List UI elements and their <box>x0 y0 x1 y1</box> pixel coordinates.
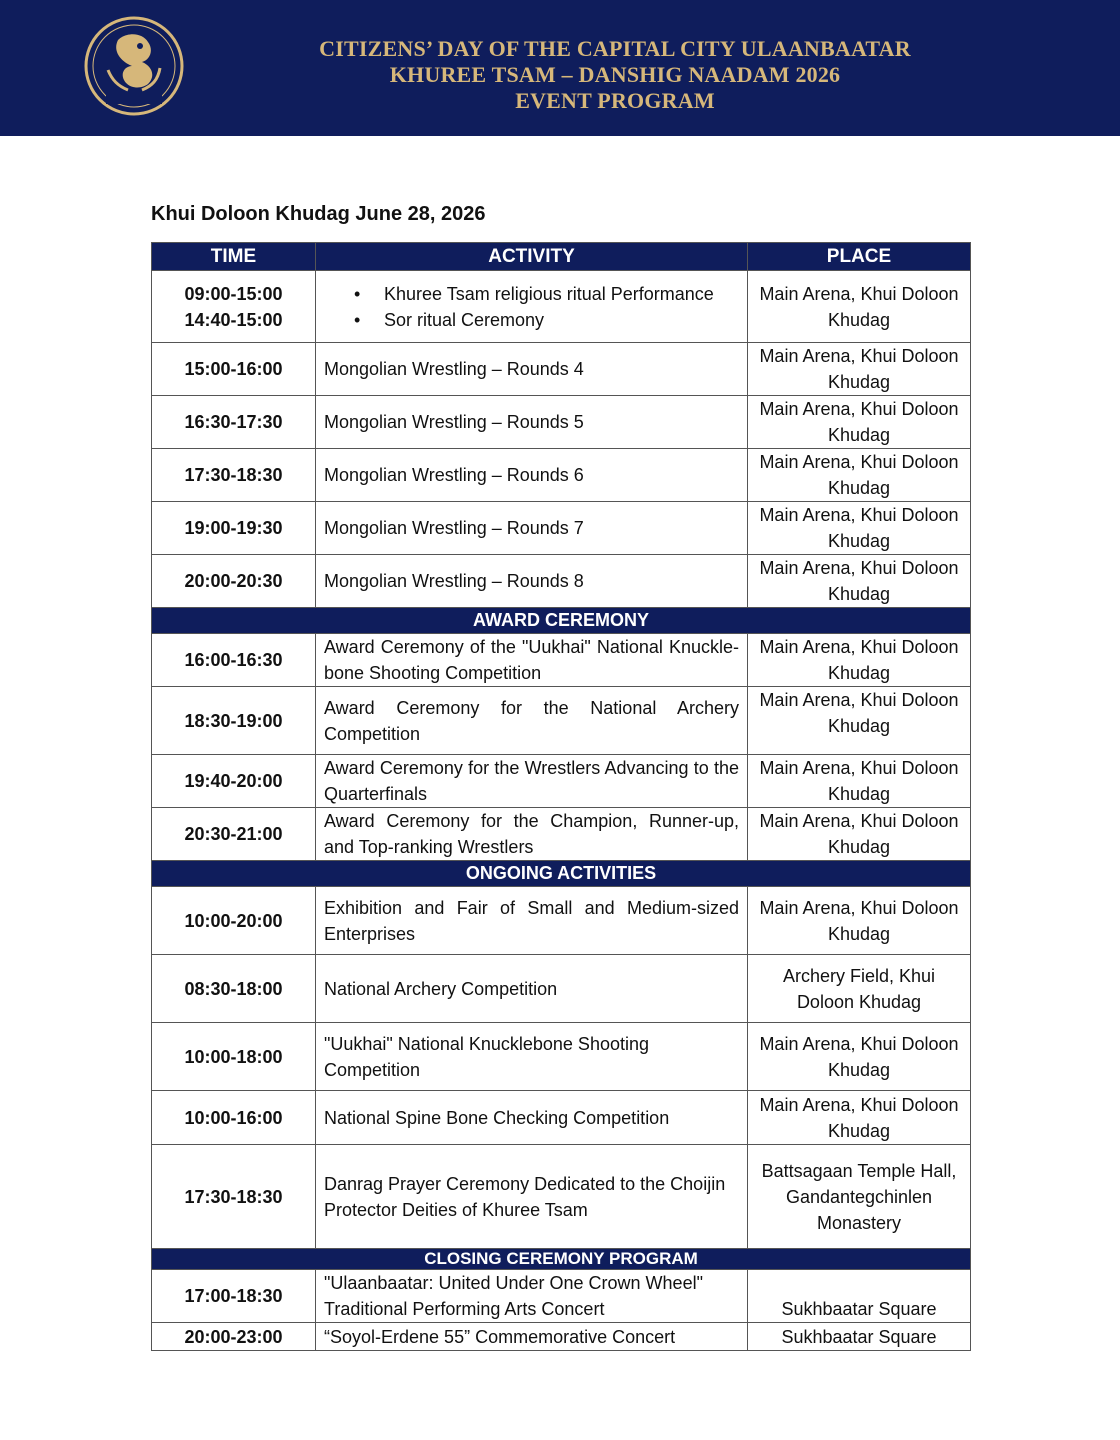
closing-ceremony-label: CLOSING CEREMONY PROGRAM <box>152 1249 971 1270</box>
banner-title-line1: CITIZENS’ DAY OF THE CAPITAL CITY ULAANBAATAR <box>319 36 911 61</box>
list-item: • Sor ritual Ceremony <box>354 307 739 333</box>
time-cell: 10:00-18:00 <box>152 1023 316 1091</box>
place-cell: Battsagaan Temple Hall, Gandantegchinlen Monastery <box>748 1145 971 1249</box>
time-cell: 19:00-19:30 <box>152 502 316 555</box>
time-cell: 15:00-16:00 <box>152 343 316 396</box>
khuree-tsam-logo <box>78 10 190 122</box>
time-cell: 20:00-20:30 <box>152 555 316 608</box>
column-header-activity: ACTIVITY <box>316 243 748 271</box>
time-cell: 16:00-16:30 <box>152 634 316 687</box>
activity-cell: National Archery Competition <box>316 955 748 1023</box>
place-cell: Main Arena, Khui Doloon Khudag <box>748 271 971 343</box>
time-cell: 16:30-17:30 <box>152 396 316 449</box>
table-row <box>152 887 971 955</box>
activity-cell: Mongolian Wrestling – Rounds 5 <box>316 396 748 449</box>
ongoing-activities-label: ONGOING ACTIVITIES <box>152 861 971 887</box>
activity-bullet-list <box>324 281 739 333</box>
award-ceremony-band <box>152 608 971 634</box>
activity-cell: Award Ceremony for the National Archery Competition <box>316 687 748 755</box>
column-header-place: PLACE <box>748 243 971 271</box>
time-cell: 08:30-18:00 <box>152 955 316 1023</box>
table-row <box>152 1091 971 1145</box>
place-cell: Main Arena, Khui Doloon Khudag <box>748 555 971 608</box>
table-row <box>152 755 971 808</box>
column-header-time: TIME <box>152 243 316 271</box>
table-row <box>152 1023 971 1091</box>
activity-cell: Mongolian Wrestling – Rounds 4 <box>316 343 748 396</box>
activity-cell: National Spine Bone Checking Competition <box>316 1091 748 1145</box>
activity-cell <box>316 271 748 343</box>
time-cell: 10:00-20:00 <box>152 887 316 955</box>
table-row <box>152 449 971 502</box>
table-row <box>152 1145 971 1249</box>
table-row <box>152 687 971 755</box>
time-cell: 19:40-20:00 <box>152 755 316 808</box>
table-header-row <box>152 243 971 271</box>
header-banner <box>0 0 1120 136</box>
activity-cell: Mongolian Wrestling – Rounds 6 <box>316 449 748 502</box>
banner-title-line3: EVENT PROGRAM <box>515 88 715 113</box>
place-cell: Main Arena, Khui Doloon Khudag <box>748 449 971 502</box>
place-cell: Main Arena, Khui Doloon Khudag <box>748 634 971 687</box>
award-ceremony-label: AWARD CEREMONY <box>152 608 971 634</box>
closing-ceremony-band <box>152 1249 971 1270</box>
time-cell: 10:00-16:00 <box>152 1091 316 1145</box>
table-row <box>152 555 971 608</box>
event-program-table <box>151 242 971 1351</box>
activity-cell: Award Ceremony for the Wrestlers Advancing to the Quarterfinals <box>316 755 748 808</box>
time-cell: 17:00-18:30 <box>152 1270 316 1323</box>
place-cell: Main Arena, Khui Doloon Khudag <box>748 1091 971 1145</box>
ongoing-activities-band <box>152 861 971 887</box>
place-cell: Main Arena, Khui Doloon Khudag <box>748 887 971 955</box>
activity-cell: Award Ceremony of the "Uukhai" National Knuckle-bone Shooting Competition <box>316 634 748 687</box>
activity-cell: "Uukhai" National Knucklebone Shooting Competition <box>316 1023 748 1091</box>
place-cell: Main Arena, Khui Doloon Khudag <box>748 687 971 755</box>
place-cell: Sukhbaatar Square <box>748 1323 971 1351</box>
activity-cell: Danrag Prayer Ceremony Dedicated to the Choijin Protector Deities of Khuree Tsam <box>316 1145 748 1249</box>
activity-cell: Mongolian Wrestling – Rounds 8 <box>316 555 748 608</box>
time-cell: 20:00-23:00 <box>152 1323 316 1351</box>
table-row <box>152 271 971 343</box>
activity-cell: Award Ceremony for the Champion, Runner-up, and Top-ranking Wrestlers <box>316 808 748 861</box>
time-value: 09:00-15:00 <box>184 283 283 304</box>
time-cell: 20:30-21:00 <box>152 808 316 861</box>
place-cell: Main Arena, Khui Doloon Khudag <box>748 1023 971 1091</box>
place-cell: Archery Field, Khui Doloon Khudag <box>748 955 971 1023</box>
time-cell: 17:30-18:30 <box>152 1145 316 1249</box>
table-row <box>152 634 971 687</box>
table-row <box>152 1270 971 1323</box>
place-cell: Main Arena, Khui Doloon Khudag <box>748 808 971 861</box>
table-row <box>152 396 971 449</box>
time-cell: 18:30-19:00 <box>152 687 316 755</box>
place-cell: Main Arena, Khui Doloon Khudag <box>748 502 971 555</box>
table-row <box>152 808 971 861</box>
activity-cell: "Ulaanbaatar: United Under One Crown Wheel" Traditional Performing Arts Concert <box>316 1270 748 1323</box>
activity-cell: Mongolian Wrestling – Rounds 7 <box>316 502 748 555</box>
activity-cell: Exhibition and Fair of Small and Medium-sized Enterprises <box>316 887 748 955</box>
time-cell <box>152 271 316 343</box>
time-cell: 17:30-18:30 <box>152 449 316 502</box>
banner-title-block <box>240 36 990 114</box>
activity-cell: “Soyol-Erdene 55” Commemorative Concert <box>316 1323 748 1351</box>
list-item: • Khuree Tsam religious ritual Performance <box>354 281 739 307</box>
time-value: 14:40-15:00 <box>184 309 283 330</box>
section-heading: Khui Doloon Khudag June 28, 2026 <box>151 203 486 225</box>
table-row <box>152 1323 971 1351</box>
place-cell: Main Arena, Khui Doloon Khudag <box>748 396 971 449</box>
table-row <box>152 343 971 396</box>
table-row <box>152 502 971 555</box>
banner-title-line2: KHUREE TSAM – DANSHIG NAADAM 2026 <box>389 62 841 87</box>
place-cell: Sukhbaatar Square <box>748 1270 971 1323</box>
place-cell: Main Arena, Khui Doloon Khudag <box>748 755 971 808</box>
place-cell: Main Arena, Khui Doloon Khudag <box>748 343 971 396</box>
table-row <box>152 955 971 1023</box>
